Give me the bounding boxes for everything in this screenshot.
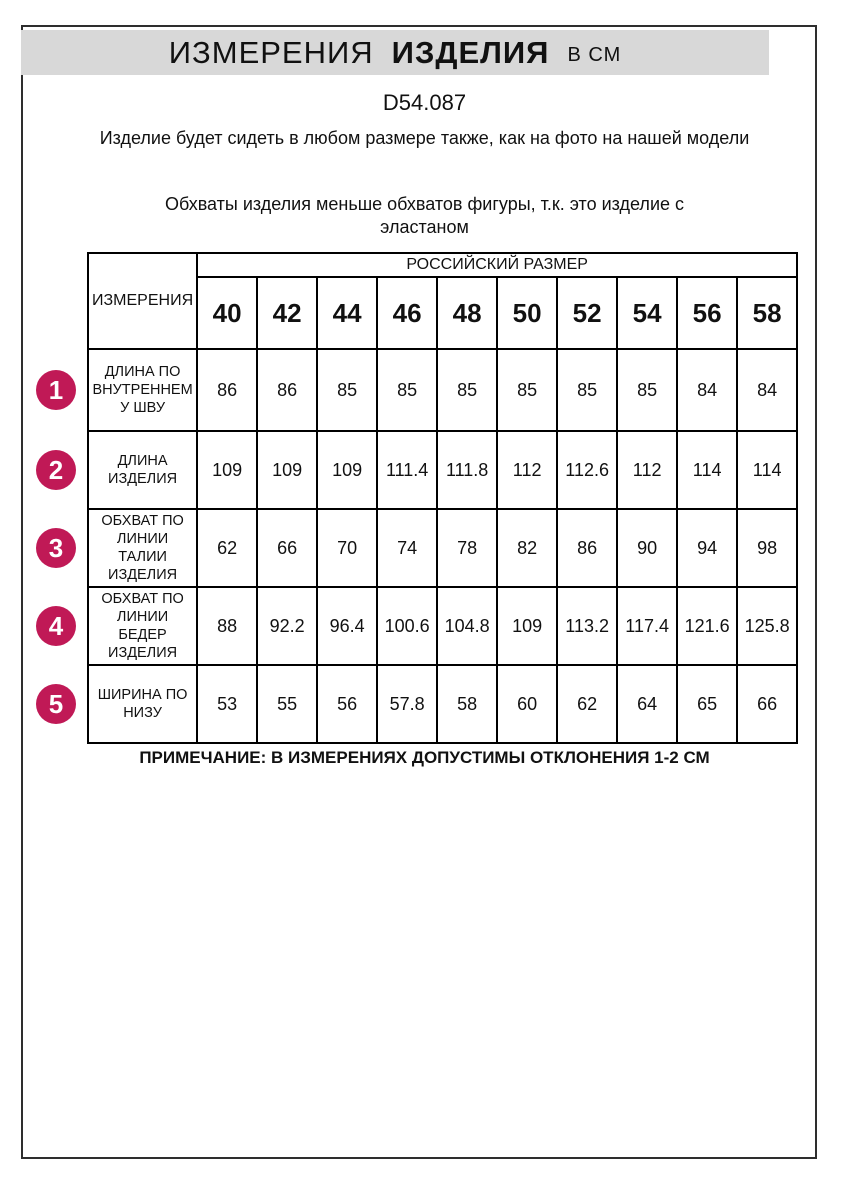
corner-header: ИЗМЕРЕНИЯ — [88, 253, 197, 349]
measurement-value: 98 — [737, 509, 797, 587]
measurement-value: 58 — [437, 665, 497, 743]
measurement-value: 109 — [317, 431, 377, 509]
row-number-badge: 1 — [36, 370, 76, 410]
measurement-value: 66 — [257, 509, 317, 587]
row-label: ОБХВАТ ПО ЛИНИИ БЕДЕР ИЗДЕЛИЯ — [101, 590, 184, 662]
measurement-value: 62 — [557, 665, 617, 743]
measurement-value: 114 — [677, 431, 737, 509]
measurement-value: 78 — [437, 509, 497, 587]
measurement-value: 62 — [197, 509, 257, 587]
measurement-value: 82 — [497, 509, 557, 587]
page-title-measurements: ИЗМЕРЕНИЯ — [168, 34, 374, 70]
size-column-header: 52 — [557, 277, 617, 349]
measurement-value: 121.6 — [677, 587, 737, 665]
size-column-header: 44 — [317, 277, 377, 349]
measurement-value: 70 — [317, 509, 377, 587]
measurement-value: 94 — [677, 509, 737, 587]
measurement-value: 111.4 — [377, 431, 437, 509]
size-column-header: 40 — [197, 277, 257, 349]
measurement-value: 109 — [497, 587, 557, 665]
measurement-value: 66 — [737, 665, 797, 743]
measurements-table — [48, 252, 798, 744]
table-row — [88, 509, 797, 587]
measurement-value: 92.2 — [257, 587, 317, 665]
measurement-value: 112 — [497, 431, 557, 509]
product-code: D54.087 — [382, 90, 467, 115]
row-label-cell — [48, 665, 197, 743]
row-label-cell — [48, 349, 197, 431]
row-number-badge: 4 — [36, 606, 76, 646]
measurement-value: 65 — [677, 665, 737, 743]
measurement-value: 85 — [617, 349, 677, 431]
measurement-value: 109 — [257, 431, 317, 509]
measurement-value: 85 — [377, 349, 437, 431]
row-label-cell — [48, 509, 197, 587]
measurement-value: 111.8 — [437, 431, 497, 509]
measurements-table-wrap — [48, 252, 798, 744]
measurement-value: 117.4 — [617, 587, 677, 665]
intro-paragraph-elastane: Обхваты изделия меньше обхватов фигуры, т.к. это изделие с эластаном — [164, 194, 685, 237]
size-column-header: 54 — [617, 277, 677, 349]
row-number-badge: 3 — [36, 528, 76, 568]
page-title-product: ИЗДЕЛИЯ — [391, 34, 550, 70]
measurement-value: 85 — [317, 349, 377, 431]
table-row — [88, 665, 797, 743]
measurement-value: 85 — [437, 349, 497, 431]
measurement-value: 100.6 — [377, 587, 437, 665]
page-title-units: В СМ — [567, 44, 622, 66]
table-body — [48, 349, 797, 743]
measurement-value: 88 — [197, 587, 257, 665]
row-label-cell — [48, 587, 197, 665]
measurement-value: 85 — [557, 349, 617, 431]
measurement-value: 57.8 — [377, 665, 437, 743]
size-column-header: 48 — [437, 277, 497, 349]
table-row — [88, 431, 797, 509]
group-header-row — [88, 253, 797, 277]
measurement-value: 84 — [677, 349, 737, 431]
measurement-value: 55 — [257, 665, 317, 743]
size-column-header: 42 — [257, 277, 317, 349]
tolerance-note: ПРИМЕЧАНИЕ: В ИЗМЕРЕНИЯХ ДОПУСТИМЫ ОТКЛОНЕНИЯ 1-2 СМ — [139, 748, 710, 767]
measurement-value: 86 — [197, 349, 257, 431]
measurement-value: 112 — [617, 431, 677, 509]
measurement-value: 53 — [197, 665, 257, 743]
row-label: ШИРИНА ПО НИЗУ — [97, 686, 188, 721]
table-row — [88, 349, 797, 431]
size-column-header: 58 — [737, 277, 797, 349]
measurement-value: 86 — [557, 509, 617, 587]
measurement-value: 125.8 — [737, 587, 797, 665]
measurement-value: 114 — [737, 431, 797, 509]
measurement-value: 109 — [197, 431, 257, 509]
measurement-value: 104.8 — [437, 587, 497, 665]
measurement-value: 56 — [317, 665, 377, 743]
measurement-value: 85 — [497, 349, 557, 431]
row-label: ДЛИНА ПО ВНУТРЕННЕМУ ШВУ — [92, 363, 193, 417]
measurement-value: 74 — [377, 509, 437, 587]
row-number-badge: 2 — [36, 450, 76, 490]
size-column-header: 56 — [677, 277, 737, 349]
measurement-value: 60 — [497, 665, 557, 743]
table-row — [88, 587, 797, 665]
measurement-value: 96.4 — [317, 587, 377, 665]
row-number-badge: 5 — [36, 684, 76, 724]
measurement-value: 84 — [737, 349, 797, 431]
title-band — [21, 30, 769, 75]
measurement-value: 86 — [257, 349, 317, 431]
measurement-value: 113.2 — [557, 587, 617, 665]
measurement-value: 112.6 — [557, 431, 617, 509]
size-column-header: 46 — [377, 277, 437, 349]
measurement-value: 90 — [617, 509, 677, 587]
size-column-header: 50 — [497, 277, 557, 349]
row-label: ДЛИНА ИЗДЕЛИЯ — [108, 452, 178, 487]
measurement-value: 64 — [617, 665, 677, 743]
row-label-cell — [48, 431, 197, 509]
intro-paragraph-fit: Изделие будет сидеть в любом размере также, как на фото на нашей модели — [99, 128, 750, 148]
row-label: ОБХВАТ ПО ЛИНИИ ТАЛИИ ИЗДЕЛИЯ — [101, 512, 184, 584]
group-header: РОССИЙСКИЙ РАЗМЕР — [197, 253, 797, 277]
